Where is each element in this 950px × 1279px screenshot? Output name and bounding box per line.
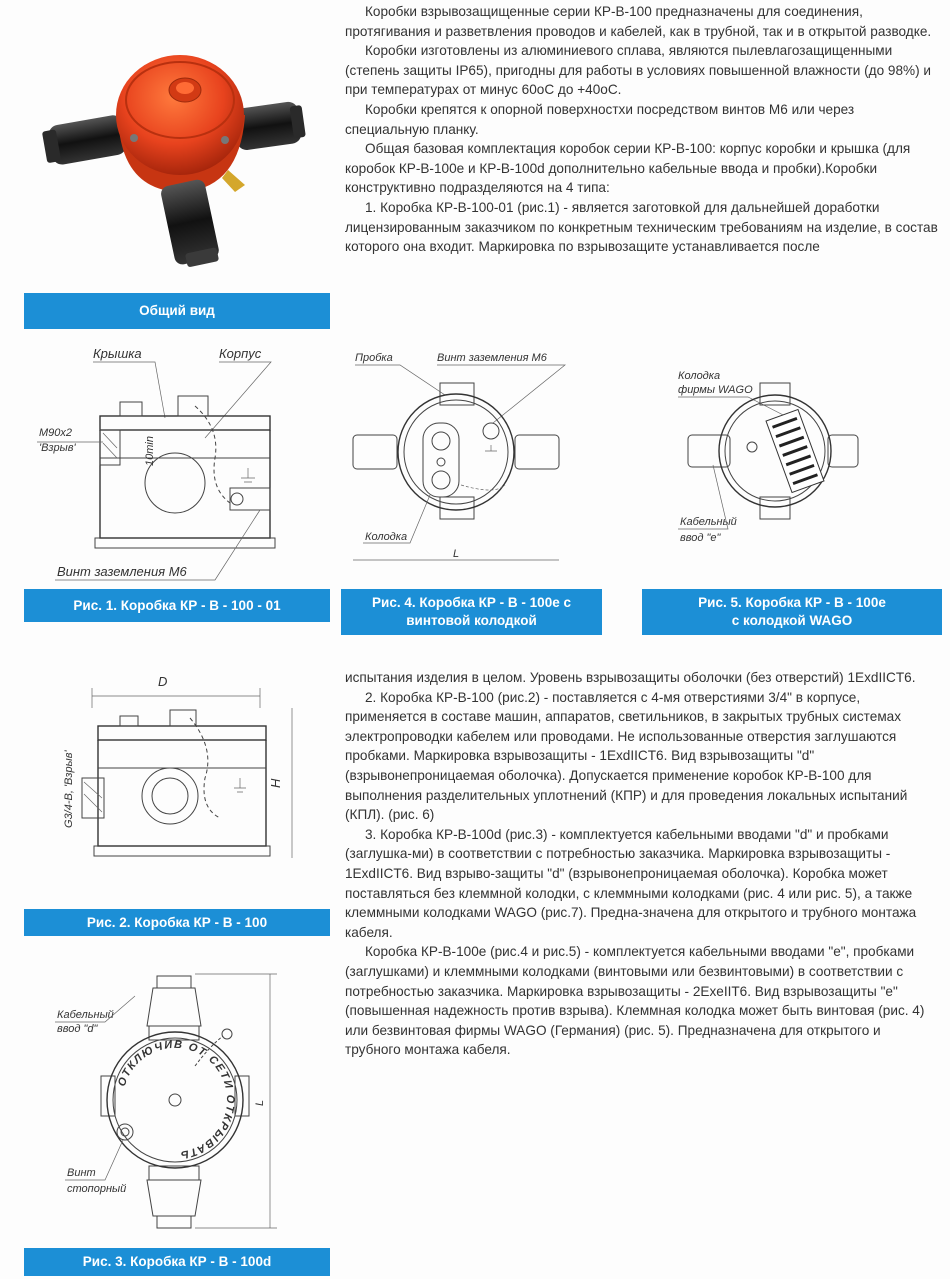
fig3-screw-label-2: стопорный	[67, 1183, 127, 1195]
fig2-thread-label: G3/4-B, 'Взрыв'	[63, 750, 75, 828]
fig4-block-label: Колодка	[365, 531, 408, 543]
figure-4-drawing	[345, 345, 605, 585]
body-paragraph-3: 3. Коробка КР-В-100d (рис.3) - комплектуется кабельными вводами "d" и пробками (заглушка-ми) в соответствии с потребностью заказчика. Маркировка взрывозащиты - 1ExdIICT6. Вид взрыво-защиты "d" (взрывонепроницаемая оболочка). Коробка может поставляться без клеммной колодки, с клеммными колодками (рис. 4 или рис. 5), а также клеммными колодками WAGO (рис.7). Предна-значена для открытого и трубного монтажа кабеля.	[345, 826, 917, 940]
fig2-d-label: D	[158, 674, 168, 689]
caption-fig1-text: Рис. 1. Коробка КР - В - 100 - 01	[73, 597, 281, 613]
fig4-plug-label: Пробка	[355, 352, 393, 364]
caption-fig5-line2: с колодкой WAGO	[731, 613, 853, 628]
fig3-entry-label-2: ввод "d"	[57, 1023, 98, 1035]
fig5-block-label-2: фирмы WAGO	[678, 384, 753, 396]
intro-paragraph-3: Коробки крепятся к опорной поверхностхи посредством винтов М6 или через специальную планку.	[345, 101, 855, 137]
fig4-screw-label: Винт заземления М6	[437, 352, 547, 364]
caption-fig5	[642, 589, 942, 635]
fig3-lid-textpath: ОТКЛЮЧИВ ОТ СЕТИ ОТКРЫВАТЬ	[115, 1038, 237, 1161]
caption-fig4-line2: винтовой колодкой	[406, 613, 537, 628]
fig1-thread-note: 'Взрыв'	[39, 442, 76, 454]
figure-3-drawing	[45, 966, 345, 1236]
body-paragraph-2: 2. Коробка КР-В-100 (рис.2) - поставляется с 4-мя отверстиями 3/4" в корпусе, применяется в составе машин, аппаратов, светильников, в закрытых трубных системах электропроводки кабелем или проводами. Не использованные отверстия заглушаются пробками. Маркировка взрывозащиты - 1ExdIICT6. Вид взрывозащиты "d" (взрывонепроницаемая оболочка). Допускается применение коробок КР-В-100 для выполнения разделительных уплотнений (КПР) и для проведения локальных испытаний (КПЛ). (рис. 6)	[345, 689, 908, 823]
fig1-screw-label: Винт заземления М6	[57, 564, 187, 579]
fig3-dim-label: L	[254, 1099, 266, 1106]
caption-fig4	[341, 589, 602, 635]
fig3-entry-label-1: Кабельный	[57, 1009, 114, 1021]
fig3-lid-text	[116, 1039, 236, 1161]
caption-fig3-text: Рис. 3. Коробка КР - В - 100d	[82, 1254, 272, 1269]
caption-fig3	[24, 1248, 330, 1276]
intro-paragraph-5: 1. Коробка КР-В-100-01 (рис.1) - является заготовкой для дальнейшей доработки лицензированным заказчиком по конкретным техническим требованиям на изделие, в состав которого она входит. Маркировка по взрывозащите устанавливается после	[345, 199, 938, 255]
fig5-block-label-1: Колодка	[678, 370, 721, 382]
fig1-lid-label: Крышка	[93, 346, 142, 361]
intro-paragraph-2: Коробки изготовлены из алюминиевого сплава, являются пылевлагозащищенными (степень защиты IP65), пригодны для работы в условиях повышенной влажности (до 98%) и при температурах от минус 60оС до +40оС.	[345, 43, 932, 98]
caption-fig1	[24, 589, 330, 622]
figure-5-drawing	[678, 365, 878, 565]
caption-general-view-text: Общий вид	[139, 303, 215, 318]
caption-fig2-text: Рис. 2. Коробка КР - В - 100	[86, 914, 268, 930]
fig5-entry-label-1: Кабельный	[680, 516, 737, 528]
fig1-body-label: Корпус	[219, 346, 262, 361]
bottom-cable-gland	[160, 178, 221, 267]
figure-2-drawing	[30, 668, 330, 868]
fig4-dim-label: L	[453, 548, 460, 560]
left-cable-gland	[42, 114, 128, 166]
caption-fig2	[24, 909, 330, 936]
caption-fig5-line1: Рис. 5. Коробка КР - В - 100е	[698, 595, 886, 610]
caption-fig4-line1: Рис. 4. Коробка КР - В - 100е с	[372, 595, 571, 610]
body-paragraph-4: Коробка КР-В-100е (рис.4 и рис.5) - комплектуется кабельными вводами "е", пробками (заглушками) и клеммными колодками (винтовыми или безвинтовыми) в соответствии с потребностью заказчика. Маркировка взрывозащиты - 2ExeIIT6. Вид взрывозащиты "е" (повышенная надежность против взрыва). Клеммная колодка может быть винтовая (рис. 4) или безвинтовая фирмы WAGO (Германия) (рис. 5). Предназначена для открытого и трубного монтажа кабеля.	[345, 944, 925, 1058]
fig1-thread-label: M90x2	[39, 427, 73, 439]
fig2-h-label: H	[268, 778, 283, 788]
intro-paragraph-1: Коробки взрывозащищенные серии КР-В-100 предназначены для соединения, протягивания и разветвления проводов и кабелей, как в трубной, так и в открытой разводке.	[345, 4, 932, 39]
product-photo	[30, 20, 330, 300]
fig3-screw-label-1: Винт	[67, 1167, 96, 1179]
intro-paragraph-4: Общая базовая комплектация коробок серии КР-В-100: корпус коробки и крышка (для коробок КР-В-100е и КР-В-100d дополнительно кабельные ввода и пробки).Коробки конструктивно подразделяются на 4 типа:	[345, 141, 911, 196]
fig1-dim-label: 10min	[144, 436, 156, 466]
caption-general-view	[24, 293, 330, 329]
body-paragraph-1: испытания изделия в целом. Уровень взрывозащиты оболочки (без отверстий) 1ExdIICT6.	[345, 670, 916, 685]
fig5-entry-label-2: ввод "е"	[680, 532, 721, 544]
figure-1-drawing	[15, 338, 335, 588]
